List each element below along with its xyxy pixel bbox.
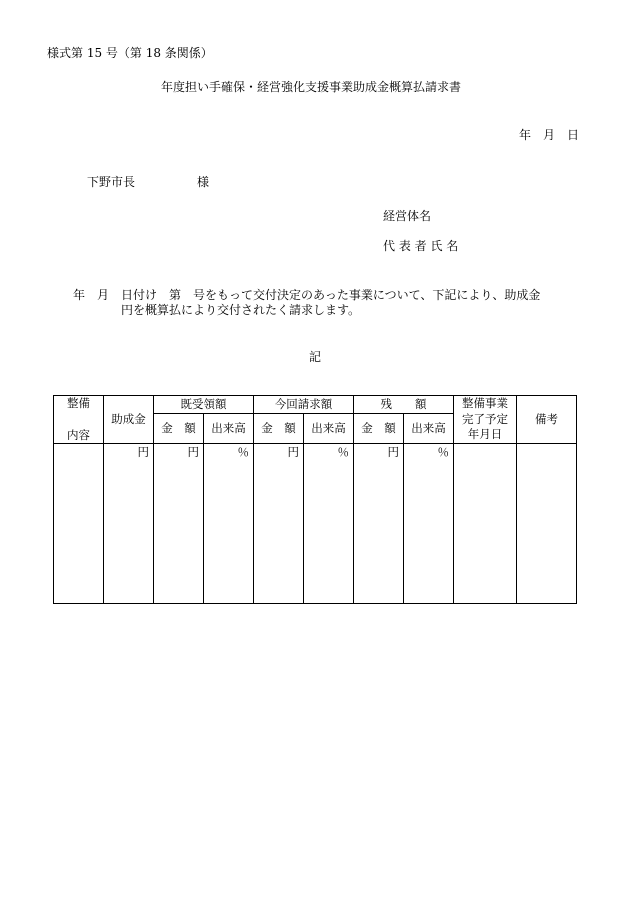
subheader-kiju-dekidaka: 出来高 [204, 414, 254, 444]
date-line: 年 月 日 [519, 128, 580, 142]
header-kiju-ryogaku: 既受領額 [154, 396, 254, 414]
cell-zan-kingaku-unit: 円 [354, 444, 404, 604]
body-text-line1: 年 月 日付け 第 号をもって交付決定のあった事業について、下記により、助成金 [73, 288, 541, 302]
subheader-konkai-dekidaka: 出来高 [304, 414, 354, 444]
cell-konkai-kingaku-unit: 円 [254, 444, 304, 604]
cell-kiju-dekidaka-unit: ％ [204, 444, 254, 604]
applicant-name-label: 経営体名 [383, 209, 432, 223]
document-title: 年度担い手確保・経営強化支援事業助成金概算払請求書 [161, 80, 462, 94]
subheader-kiju-kingaku: 金 額 [154, 414, 204, 444]
header-konkai-seikyu: 今回請求額 [254, 396, 354, 414]
subheader-zan-dekidaka: 出来高 [404, 414, 454, 444]
representative-name-label: 代 表 者 氏 名 [383, 239, 459, 253]
header-kanryo-yotei [454, 396, 517, 444]
addressee-honorific: 様 [197, 175, 210, 189]
cell-joseikin-unit: 円 [104, 444, 154, 604]
cell-zan-dekidaka-unit: ％ [404, 444, 454, 604]
header-biko: 備考 [517, 396, 577, 444]
header-joseikin: 助成金 [104, 396, 154, 444]
cell-kiju-kingaku-unit: 円 [154, 444, 204, 604]
addressee: 下野市長 [87, 175, 136, 189]
ki-heading: 記 [309, 350, 322, 364]
form-number: 様式第 15 号（第 18 条関係） [47, 46, 213, 60]
subheader-konkai-kingaku: 金 額 [254, 414, 304, 444]
cell-konkai-dekidaka-unit: ％ [304, 444, 354, 604]
header-zangaku: 残 額 [354, 396, 454, 414]
request-table [53, 395, 577, 604]
header-naiyou: 内容 [67, 427, 90, 442]
subheader-zan-kingaku: 金 額 [354, 414, 404, 444]
header-kanryo-line2: 完了予定 [462, 411, 508, 426]
body-text-line2: 円を概算払により交付されたく請求します。 [121, 303, 361, 317]
cell-kanryo-yotei [454, 444, 517, 604]
cell-seibi-naiyou [54, 444, 104, 604]
header-seibi: 整備 [67, 396, 90, 410]
header-seibi-naiyou [54, 396, 104, 444]
table-row [54, 444, 577, 604]
header-kanryo-line3: 年月日 [467, 427, 503, 442]
header-kanryo-line1: 整備事業 [462, 396, 508, 411]
cell-biko [517, 444, 577, 604]
